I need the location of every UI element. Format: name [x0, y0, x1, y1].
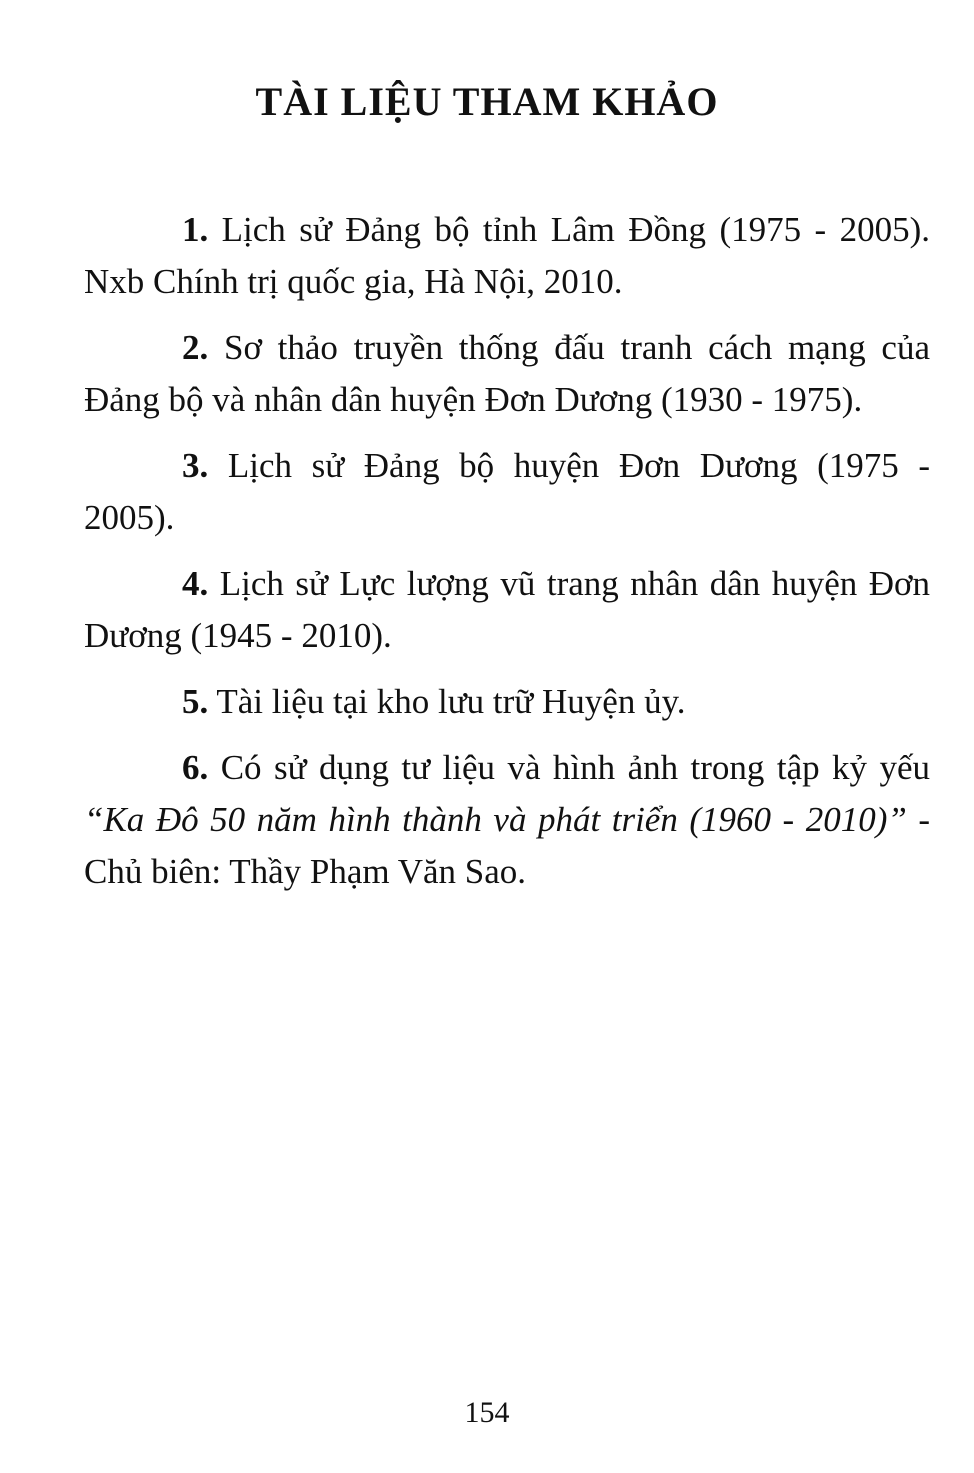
reference-text: Có sử dụng tư liệu và hình ảnh trong tập kỷ yếu	[220, 748, 931, 787]
reference-item	[84, 742, 930, 898]
reference-text: Lịch sử Đảng bộ huyện Đơn Dương (1975 - 2005).	[84, 446, 930, 537]
reference-text: Lịch sử Lực lượng vũ trang nhân dân huyện Đơn Dương (1945 - 2010).	[84, 564, 930, 655]
reference-text: Lịch sử Đảng bộ tỉnh Lâm Đồng (1975 - 2005). Nxb Chính trị quốc gia, Hà Nội, 2010.	[84, 210, 931, 301]
page-number: 154	[464, 1396, 510, 1429]
reference-italic-title: “Ka Đô 50 năm hình thành và phát triển (1960 - 2010)”	[84, 800, 907, 839]
reference-number: 6.	[182, 748, 209, 787]
reference-tail: - Chủ biên: Thầy Phạm Văn Sao.	[84, 800, 931, 891]
reference-number: 1.	[182, 210, 209, 249]
reference-item	[84, 322, 930, 426]
reference-item	[84, 440, 930, 544]
reference-text: Tài liệu tại kho lưu trữ Huyện ủy.	[216, 682, 686, 721]
reference-list	[84, 204, 930, 912]
reference-number: 4.	[182, 564, 209, 603]
reference-number: 5.	[182, 682, 209, 721]
reference-text: Sơ thảo truyền thống đấu tranh cách mạng của Đảng bộ và nhân dân huyện Đơn Dương (1930 - 1975).	[84, 328, 930, 419]
reference-number: 2.	[182, 328, 209, 367]
reference-number: 3.	[182, 446, 209, 485]
reference-item	[84, 558, 930, 662]
reference-item	[84, 676, 930, 728]
reference-item	[84, 204, 930, 308]
page-title: TÀI LIỆU THAM KHẢO	[255, 79, 719, 124]
